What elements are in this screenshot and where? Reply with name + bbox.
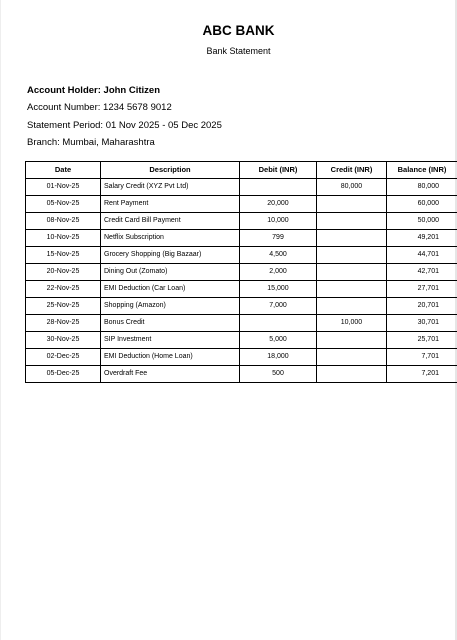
cell-credit	[317, 281, 387, 298]
cell-date: 05-Dec-25	[26, 366, 101, 383]
cell-balance: 44,701	[387, 247, 457, 264]
cell-date: 30-Nov-25	[26, 332, 101, 349]
cell-description: Dining Out (Zomato)	[101, 264, 240, 281]
cell-date: 22-Nov-25	[26, 281, 101, 298]
transactions-body	[26, 179, 457, 383]
account-holder-label: Account Holder:	[27, 85, 101, 96]
cell-description: Credit Card Bill Payment	[101, 213, 240, 230]
table-row	[26, 196, 457, 213]
cell-balance: 49,201	[387, 230, 457, 247]
cell-debit: 4,500	[240, 247, 317, 264]
cell-credit	[317, 349, 387, 366]
table-row	[26, 281, 457, 298]
table-row	[26, 247, 457, 264]
cell-description: Netflix Subscription	[101, 230, 240, 247]
table-row	[26, 315, 457, 332]
table-row	[26, 230, 457, 247]
cell-description: Grocery Shopping (Big Bazaar)	[101, 247, 240, 264]
table-row	[26, 332, 457, 349]
cell-credit	[317, 247, 387, 264]
account-holder-name: John Citizen	[103, 85, 161, 96]
cell-date: 08-Nov-25	[26, 213, 101, 230]
table-row	[26, 366, 457, 383]
cell-balance: 42,701	[387, 264, 457, 281]
cell-credit	[317, 196, 387, 213]
table-row	[26, 298, 457, 315]
header-debit: Debit (INR)	[240, 162, 317, 179]
document-title: Bank Statement	[206, 46, 271, 56]
branch-label: Branch:	[27, 137, 60, 148]
transactions-table	[25, 161, 457, 383]
cell-date: 02-Dec-25	[26, 349, 101, 366]
cell-credit	[317, 366, 387, 383]
cell-credit	[317, 264, 387, 281]
statement-period	[27, 120, 222, 131]
branch-value: Mumbai, Maharashtra	[62, 137, 155, 148]
account-number-value: 1234 5678 9012	[103, 102, 172, 113]
cell-credit: 10,000	[317, 315, 387, 332]
account-holder	[27, 85, 160, 96]
cell-date: 20-Nov-25	[26, 264, 101, 281]
bank-name: ABC BANK	[202, 23, 275, 38]
cell-debit: 5,000	[240, 332, 317, 349]
table-row	[26, 179, 457, 196]
account-number	[27, 102, 172, 113]
cell-description: Bonus Credit	[101, 315, 240, 332]
table-header-row	[26, 162, 457, 179]
header-date: Date	[26, 162, 101, 179]
page-edge	[0, 0, 1, 640]
table-row	[26, 264, 457, 281]
header-description: Description	[101, 162, 240, 179]
cell-debit: 20,000	[240, 196, 317, 213]
cell-date: 10-Nov-25	[26, 230, 101, 247]
cell-credit	[317, 230, 387, 247]
statement-period-label: Statement Period:	[27, 120, 104, 131]
cell-credit	[317, 213, 387, 230]
cell-description: SIP Investment	[101, 332, 240, 349]
table-row	[26, 349, 457, 366]
cell-date: 25-Nov-25	[26, 298, 101, 315]
cell-debit: 18,000	[240, 349, 317, 366]
cell-balance: 20,701	[387, 298, 457, 315]
cell-debit: 7,000	[240, 298, 317, 315]
cell-description: Overdraft Fee	[101, 366, 240, 383]
cell-debit	[240, 315, 317, 332]
cell-description: EMI Deduction (Home Loan)	[101, 349, 240, 366]
cell-date: 01-Nov-25	[26, 179, 101, 196]
cell-balance: 25,701	[387, 332, 457, 349]
cell-balance: 7,201	[387, 366, 457, 383]
cell-balance: 30,701	[387, 315, 457, 332]
cell-balance: 27,701	[387, 281, 457, 298]
cell-debit: 15,000	[240, 281, 317, 298]
cell-balance: 7,701	[387, 349, 457, 366]
cell-balance: 80,000	[387, 179, 457, 196]
table-row	[26, 213, 457, 230]
cell-debit: 799	[240, 230, 317, 247]
statement-period-value: 01 Nov 2025 - 05 Dec 2025	[105, 120, 222, 131]
cell-credit	[317, 298, 387, 315]
cell-debit: 10,000	[240, 213, 317, 230]
cell-credit: 80,000	[317, 179, 387, 196]
header-credit: Credit (INR)	[317, 162, 387, 179]
cell-debit: 500	[240, 366, 317, 383]
cell-date: 28-Nov-25	[26, 315, 101, 332]
cell-date: 15-Nov-25	[26, 247, 101, 264]
cell-debit	[240, 179, 317, 196]
cell-debit: 2,000	[240, 264, 317, 281]
cell-description: Shopping (Amazon)	[101, 298, 240, 315]
header-balance: Balance (INR)	[387, 162, 457, 179]
cell-description: Rent Payment	[101, 196, 240, 213]
branch	[27, 137, 155, 148]
cell-description: EMI Deduction (Car Loan)	[101, 281, 240, 298]
cell-balance: 50,000	[387, 213, 457, 230]
cell-date: 05-Nov-25	[26, 196, 101, 213]
cell-description: Salary Credit (XYZ Pvt Ltd)	[101, 179, 240, 196]
account-number-label: Account Number:	[27, 102, 101, 113]
cell-balance: 60,000	[387, 196, 457, 213]
cell-credit	[317, 332, 387, 349]
